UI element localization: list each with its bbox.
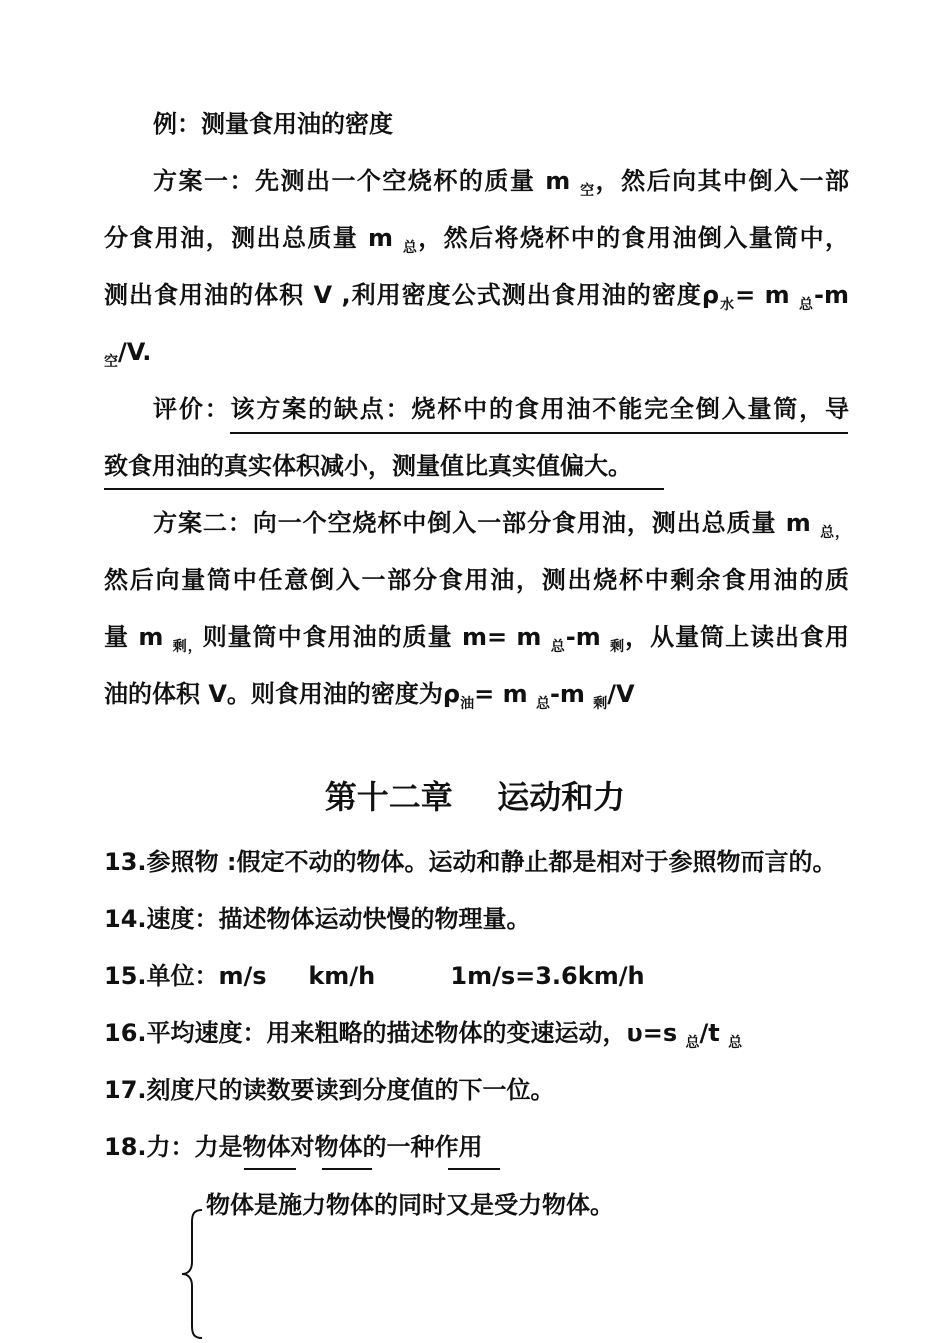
plan2-text: /V	[607, 680, 635, 708]
item-16	[104, 1017, 849, 1049]
subscript: 空	[104, 354, 118, 370]
subscript: 剩	[610, 639, 626, 655]
evaluation-line1	[153, 393, 849, 425]
plan1-line4	[104, 336, 849, 368]
example-title: 例：测量食用油的密度	[153, 110, 393, 138]
plan1-text: 测出食用油的体积 V ,利用密度公式测出食用油的密度ρ	[104, 281, 720, 309]
plan2-line1	[153, 507, 849, 539]
plan1-text: 方案一：先测出一个空烧杯的质量 m	[153, 167, 581, 195]
plan1-line1	[153, 165, 849, 197]
subscript: 总	[535, 696, 550, 712]
plan2-text: 方案二：向一个空烧杯中倒入一部分食用油，测出总质量 m	[153, 509, 821, 537]
subscript: 油	[460, 696, 475, 712]
plan2-text: -m	[549, 680, 594, 708]
item-13: 13.参照物 :假定不动的物体。运动和静止都是相对于参照物而言的。	[104, 848, 837, 876]
plan2-line4	[104, 678, 849, 710]
item-17: 17.刻度尺的读数要读到分度值的下一位。	[104, 1076, 555, 1104]
plan2-text: 油的体积 V。则食用油的密度为ρ	[104, 680, 461, 708]
underline	[322, 1168, 372, 1170]
plan1-line3	[104, 279, 849, 311]
item-16-text: /t	[699, 1019, 729, 1047]
item-18: 18.力：力是物体对物体的一种作用	[104, 1133, 483, 1161]
evaluation-label: 评价：	[153, 395, 231, 423]
item-16-text: 16.平均速度：用来粗略的描述物体的变速运动，υ=s	[104, 1019, 686, 1047]
evaluation-line2: 致食用油的真实体积减小，测量值比真实值偏大。	[104, 452, 632, 480]
plan2-text: 量 m	[104, 623, 173, 651]
plan2-text: ，从量筒上读出食用	[625, 623, 850, 651]
subscript: 剩	[593, 696, 608, 712]
plan2-text: = m	[474, 680, 536, 708]
evaluation-text: 该方案的缺点：烧杯中的食用油不能完全倒入量筒，导	[230, 395, 850, 423]
chapter-title: 第十二章 运动和力	[324, 778, 626, 816]
underline	[230, 432, 848, 434]
subscript: 空	[580, 183, 596, 199]
subscript: 剩，	[172, 639, 203, 655]
subscript: 总	[799, 297, 815, 313]
item-15: 15.单位：m/s km/h 1m/s=3.6km/h	[104, 962, 645, 990]
plan1-text: = m	[735, 281, 800, 309]
subscript: 总	[728, 1035, 743, 1051]
subscript: 水	[719, 297, 736, 313]
curly-brace-icon	[178, 1208, 208, 1340]
subscript: 总	[550, 639, 566, 655]
plan2-text: 则量筒中食用油的质量 m= m	[202, 623, 551, 651]
plan2-text: -m	[565, 623, 611, 651]
underline	[244, 1168, 296, 1170]
plan2-line3	[104, 621, 849, 653]
plan2-line2: 然后向量筒中任意倒入一部分食用油，测出烧杯中剩余食用油的质	[104, 566, 849, 594]
subscript: 总，	[820, 525, 850, 541]
plan1-line2	[104, 222, 849, 254]
subscript: 总	[402, 240, 419, 256]
item-14: 14.速度：描述物体运动快慢的物理量。	[104, 905, 531, 933]
underline	[104, 488, 664, 490]
plan1-text: /V.	[118, 338, 152, 366]
subscript: 总	[685, 1035, 700, 1051]
underline	[448, 1168, 500, 1170]
item-18-note: 物体是施力物体的同时又是受力物体。	[206, 1191, 614, 1219]
plan1-text: ，然后向其中倒入一部	[595, 167, 850, 195]
plan1-text: -m	[814, 281, 850, 309]
plan1-text: 分食用油，测出总质量 m	[104, 224, 403, 252]
plan1-text: ，然后将烧杯中的食用油倒入量筒中，	[418, 224, 850, 252]
